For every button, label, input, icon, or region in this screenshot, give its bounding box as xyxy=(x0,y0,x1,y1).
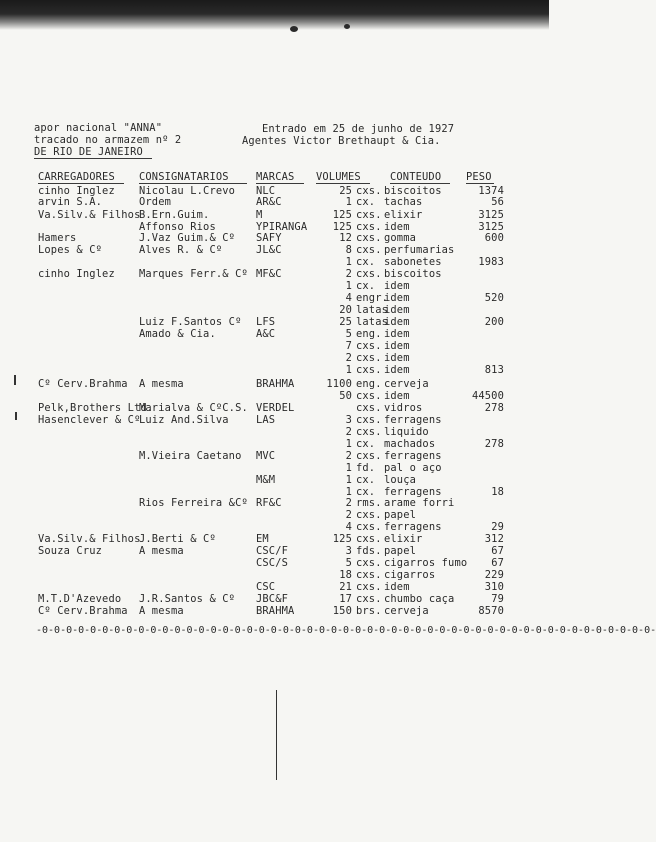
scan-spot xyxy=(290,26,298,32)
cell-content: liquido xyxy=(384,426,429,438)
cell-unit: latas xyxy=(356,304,389,316)
cell-content: vidros xyxy=(384,402,423,414)
header-underline xyxy=(256,183,304,184)
cell-mark: CSC xyxy=(256,581,276,593)
cell-shipper: Cº Cerv.Brahma xyxy=(38,605,128,617)
cell-shipper: Va.Silv.& Filhos xyxy=(38,533,141,545)
cell-qty: 5 xyxy=(345,328,352,340)
cell-consignee: Luiz And.Silva xyxy=(139,414,229,426)
cell-shipper: Cº Cerv.Brahma xyxy=(38,378,128,390)
cell-consignee: Marialva & CºC.S. xyxy=(139,402,248,414)
cell-content: elixir xyxy=(384,209,423,221)
cell-unit: eng. xyxy=(356,328,382,340)
cell-unit: cx. xyxy=(356,486,376,498)
cell-content: idem xyxy=(384,364,410,376)
cell-weight: 1983 xyxy=(478,256,504,268)
col-header-consignees: CONSIGNATARIOS xyxy=(139,171,229,183)
cell-content: machados xyxy=(384,438,436,450)
cell-unit: cxs. xyxy=(356,521,382,533)
cell-qty: 125 xyxy=(332,209,352,221)
cell-content: tachas xyxy=(384,196,423,208)
cell-content: cerveja xyxy=(384,605,429,617)
cell-mark: CSC/S xyxy=(256,557,289,569)
cell-qty: 5 xyxy=(345,557,352,569)
cell-unit: cx. xyxy=(356,196,376,208)
cell-mark: LAS xyxy=(256,414,276,426)
cell-qty: 4 xyxy=(345,292,352,304)
cell-qty: 1 xyxy=(345,474,352,486)
cell-qty: 25 xyxy=(339,185,352,197)
header-underline xyxy=(316,183,370,184)
cell-qty: 50 xyxy=(339,390,352,402)
cell-qty: 8 xyxy=(345,244,352,256)
cell-weight: 600 xyxy=(484,232,504,244)
cell-consignee: J.Vaz Guim.& Cº xyxy=(139,232,236,244)
cell-content: biscoitos xyxy=(384,268,442,280)
cell-content: biscoitos xyxy=(384,185,442,197)
cell-shipper: Pelk,Brothers Ltd. xyxy=(38,402,154,414)
col-header-volumes: VOLUMES xyxy=(316,171,361,183)
cell-content: chumbo caça xyxy=(384,593,455,605)
cell-shipper: arvin S.A. xyxy=(38,196,103,208)
cell-consignee: Alves R. & Cº xyxy=(139,244,223,256)
cell-mark: A&C xyxy=(256,328,276,340)
arrival-date: Entrado em 25 de junho de 1927 xyxy=(262,123,455,135)
cell-consignee: A mesma xyxy=(139,605,184,617)
cell-consignee: Amado & Cia. xyxy=(139,328,216,340)
closing-rule: -0-0-0-0-0-0-0-0-0-0-0-0-0-0-0-0-0-0-0-0-0-0-0-0-0-0-0-0-0-0-0-0-0-0-0-0-0-0-0-0-0-0-0-0-0-0-0-0-0-0-0- xyxy=(36,625,656,636)
cell-content: cigarros xyxy=(384,569,436,581)
cell-weight: 3125 xyxy=(478,221,504,233)
cell-unit: cxs. xyxy=(356,402,382,414)
cell-consignee: Luiz F.Santos Cº xyxy=(139,316,242,328)
cell-qty: 7 xyxy=(345,340,352,352)
margin-mark xyxy=(15,412,17,420)
cell-content: cigarros fumo xyxy=(384,557,468,569)
cell-mark: SAFY xyxy=(256,232,282,244)
cell-shipper: Hamers xyxy=(38,232,77,244)
cell-mark: MF&C xyxy=(256,268,282,280)
origin-port: DE RIO DE JANEIRO xyxy=(34,146,143,158)
cell-unit: cxs. xyxy=(356,533,382,545)
cell-mark: AR&C xyxy=(256,196,282,208)
cell-weight: 56 xyxy=(491,196,504,208)
cell-qty: 1 xyxy=(345,196,352,208)
cell-unit: latas xyxy=(356,316,389,328)
cell-content: idem xyxy=(384,316,410,328)
cell-content: sabonetes xyxy=(384,256,442,268)
cell-content: arame forri xyxy=(384,497,455,509)
cell-qty: 1 xyxy=(345,364,352,376)
cell-unit: cxs. xyxy=(356,450,382,462)
cell-content: cerveja xyxy=(384,378,429,390)
cell-consignee: Rios Ferreira &Cº xyxy=(139,497,248,509)
cell-content: idem xyxy=(384,581,410,593)
cell-content: ferragens xyxy=(384,450,442,462)
margin-mark xyxy=(14,375,16,385)
cell-content: papel xyxy=(384,545,417,557)
cell-unit: cxs. xyxy=(356,426,382,438)
cell-content: elixir xyxy=(384,533,423,545)
cell-weight: 229 xyxy=(484,569,504,581)
cell-content: idem xyxy=(384,328,410,340)
cell-mark: RF&C xyxy=(256,497,282,509)
cell-content: idem xyxy=(384,292,410,304)
cell-mark: BRAHMA xyxy=(256,605,295,617)
cell-content: ferragens xyxy=(384,486,442,498)
cell-qty: 4 xyxy=(345,521,352,533)
cell-weight: 520 xyxy=(484,292,504,304)
cell-qty: 150 xyxy=(332,605,352,617)
cell-shipper: Souza Cruz xyxy=(38,545,103,557)
cell-qty: 1 xyxy=(345,438,352,450)
cell-qty: 2 xyxy=(345,497,352,509)
cell-qty: 18 xyxy=(339,569,352,581)
crease-mark xyxy=(276,690,277,780)
cell-shipper: Lopes & Cº xyxy=(38,244,103,256)
cell-unit: eng. xyxy=(356,378,382,390)
cell-weight: 18 xyxy=(491,486,504,498)
cell-weight: 79 xyxy=(491,593,504,605)
header-underline xyxy=(139,183,247,184)
col-header-weight: PESO xyxy=(466,171,492,183)
ship-name: apor nacional "ANNA" xyxy=(34,122,163,134)
cell-shipper: cinho Inglez xyxy=(38,268,115,280)
cell-weight: 278 xyxy=(484,402,504,414)
cell-qty: 1 xyxy=(345,256,352,268)
cell-content: idem xyxy=(384,352,410,364)
cell-qty: 1 xyxy=(345,280,352,292)
cell-mark: BRAHMA xyxy=(256,378,295,390)
cell-qty: 125 xyxy=(332,221,352,233)
cell-qty: 2 xyxy=(345,268,352,280)
cell-unit: cx. xyxy=(356,280,376,292)
cell-unit: cxs. xyxy=(356,340,382,352)
cell-consignee: J.Berti & Cº xyxy=(139,533,216,545)
cell-content: pal o aço xyxy=(384,462,442,474)
cell-qty: 17 xyxy=(339,593,352,605)
cell-mark: YPIRANGA xyxy=(256,221,308,233)
cell-unit: fds. xyxy=(356,545,382,557)
cell-unit: cxs. xyxy=(356,244,382,256)
cell-content: idem xyxy=(384,304,410,316)
cell-content: idem xyxy=(384,340,410,352)
cell-weight: 8570 xyxy=(478,605,504,617)
cell-unit: cxs. xyxy=(356,268,382,280)
cell-unit: cxs. xyxy=(356,414,382,426)
cell-qty: 21 xyxy=(339,581,352,593)
cell-unit: cxs. xyxy=(356,581,382,593)
cell-unit: cxs. xyxy=(356,569,382,581)
cell-mark: MVC xyxy=(256,450,276,462)
cell-unit: engr. xyxy=(356,292,389,304)
cell-mark: M&M xyxy=(256,474,276,486)
cell-mark: NLC xyxy=(256,185,276,197)
cell-weight: 29 xyxy=(491,521,504,533)
cell-qty: 12 xyxy=(339,232,352,244)
origin-underline xyxy=(34,158,152,159)
cell-unit: rms. xyxy=(356,497,382,509)
header-underline xyxy=(390,183,450,184)
cell-unit: cxs. xyxy=(356,232,382,244)
cell-qty: 3 xyxy=(345,414,352,426)
agents: Agentes Victor Brethaupt & Cia. xyxy=(242,135,441,147)
cell-weight: 813 xyxy=(484,364,504,376)
cell-qty: 2 xyxy=(345,352,352,364)
cell-consignee: J.R.Santos & Cº xyxy=(139,593,236,605)
cell-mark: VERDEL xyxy=(256,402,295,414)
col-header-contents: CONTEUDO xyxy=(390,171,442,183)
cell-unit: fd. xyxy=(356,462,376,474)
cell-unit: cx. xyxy=(356,474,376,486)
cell-consignee: B.Ern.Guim. xyxy=(139,209,210,221)
cell-content: papel xyxy=(384,509,417,521)
cell-shipper: M.T.D'Azevedo xyxy=(38,593,122,605)
cell-content: perfumarias xyxy=(384,244,455,256)
cell-consignee: Nicolau L.Crevo xyxy=(139,185,236,197)
cell-unit: cxs. xyxy=(356,509,382,521)
cell-mark: CSC/F xyxy=(256,545,289,557)
cell-qty: 2 xyxy=(345,426,352,438)
cell-content: ferragens xyxy=(384,414,442,426)
cell-consignee: Affonso Rios xyxy=(139,221,216,233)
cell-shipper: cinho Inglez xyxy=(38,185,115,197)
warehouse-berth: tracado no armazem nº 2 xyxy=(34,134,182,146)
col-header-shippers: CARREGADORES xyxy=(38,171,115,183)
cell-consignee: M.Vieira Caetano xyxy=(139,450,242,462)
cell-content: idem xyxy=(384,390,410,402)
cell-shipper: Hasenclever & Cº xyxy=(38,414,141,426)
cell-unit: cxs. xyxy=(356,593,382,605)
cell-unit: cxs. xyxy=(356,557,382,569)
cell-unit: cxs. xyxy=(356,390,382,402)
cell-consignee: A mesma xyxy=(139,545,184,557)
cell-qty: 25 xyxy=(339,316,352,328)
cell-unit: brs. xyxy=(356,605,382,617)
cell-content: ferragens xyxy=(384,521,442,533)
cell-unit: cxs. xyxy=(356,209,382,221)
cell-unit: cxs. xyxy=(356,221,382,233)
cell-consignee: Ordem xyxy=(139,196,172,208)
cell-weight: 67 xyxy=(491,557,504,569)
cell-qty: 2 xyxy=(345,509,352,521)
cell-weight: 278 xyxy=(484,438,504,450)
cell-unit: cx. xyxy=(356,438,376,450)
cell-qty: 3 xyxy=(345,545,352,557)
cell-weight: 67 xyxy=(491,545,504,557)
header-underline xyxy=(466,183,494,184)
cell-mark: JBC&F xyxy=(256,593,289,605)
cell-content: louça xyxy=(384,474,417,486)
cell-weight: 310 xyxy=(484,581,504,593)
cell-content: idem xyxy=(384,221,410,233)
cell-mark: M xyxy=(256,209,263,221)
cell-qty: 20 xyxy=(339,304,352,316)
cell-weight: 3125 xyxy=(478,209,504,221)
cell-consignee: A mesma xyxy=(139,378,184,390)
cell-mark: JL&C xyxy=(256,244,282,256)
cell-unit: cxs. xyxy=(356,352,382,364)
cell-unit: cxs. xyxy=(356,364,382,376)
cell-unit: cx. xyxy=(356,256,376,268)
cell-qty: 1 xyxy=(345,486,352,498)
cell-weight: 1374 xyxy=(478,185,504,197)
cell-consignee: Marques Ferr.& Cº xyxy=(139,268,248,280)
cell-mark: LFS xyxy=(256,316,276,328)
cell-qty: 1100 xyxy=(326,378,352,390)
cell-mark: EM xyxy=(256,533,269,545)
cell-shipper: Va.Silv.& Filhos xyxy=(38,209,141,221)
header-underline xyxy=(38,183,124,184)
col-header-marks: MARCAS xyxy=(256,171,295,183)
cell-qty: 1 xyxy=(345,462,352,474)
scan-dark-top-edge xyxy=(0,0,549,30)
cell-qty: 125 xyxy=(332,533,352,545)
cell-content: gomma xyxy=(384,232,417,244)
cell-weight: 44500 xyxy=(471,390,504,402)
cell-qty: 2 xyxy=(345,450,352,462)
cell-weight: 200 xyxy=(484,316,504,328)
cell-weight: 312 xyxy=(484,533,504,545)
cell-content: idem xyxy=(384,280,410,292)
cell-unit: cxs. xyxy=(356,185,382,197)
scan-spot xyxy=(344,24,350,29)
